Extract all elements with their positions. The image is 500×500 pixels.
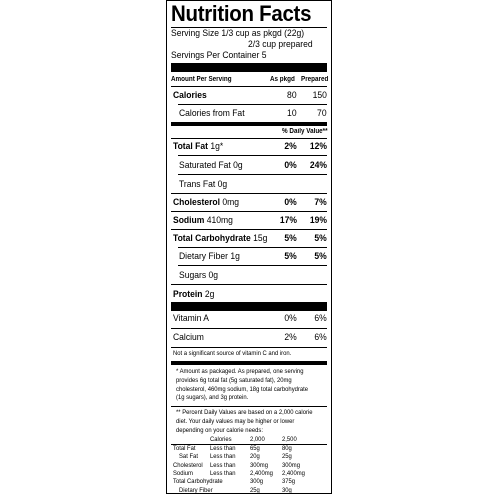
dv-table-cell: 25g xyxy=(282,453,292,461)
nutrient-rule xyxy=(178,247,327,248)
dv-table-cell: 25g xyxy=(250,486,260,494)
thick-rule-1 xyxy=(171,63,327,72)
vitamin-prepared: 6% xyxy=(314,313,327,324)
nutrient-pkgd-dv: 0% xyxy=(284,197,297,208)
calories-prepared: 150 xyxy=(312,90,327,101)
nutrient-prepared-dv: 24% xyxy=(309,160,327,171)
nutrient-label: Sugars 0g xyxy=(179,270,218,281)
footnote-amount-line: (1g sugars), and 3g protein. xyxy=(176,394,249,402)
nutrient-rule xyxy=(178,265,327,266)
footnote-dv-line: ** Percent Daily Values are based on a 2,000 calorie xyxy=(176,409,313,416)
prepared-header: Prepared xyxy=(301,76,329,83)
nutrient-label: Total Carbohydrate 15g xyxy=(173,233,268,244)
calories-label: Calories xyxy=(173,90,207,101)
dv-table-header-cell: Calories xyxy=(210,436,232,443)
nutrient-rule xyxy=(171,284,327,285)
nutrient-rule xyxy=(171,193,327,194)
dv-table-cell: 375g xyxy=(282,478,296,486)
dv-table-cell: 20g xyxy=(250,453,260,461)
footnote-dv-line: depending on your calorie needs: xyxy=(176,426,263,434)
rule-calories xyxy=(178,104,327,105)
nutrient-label: Protein 2g xyxy=(173,289,215,300)
vitamin-pkgd: 0% xyxy=(284,313,297,324)
dv-table-cell: 65g xyxy=(250,445,260,452)
vitamin-label: Vitamin A xyxy=(173,313,209,324)
nutrient-label: Dietary Fiber 1g xyxy=(179,251,240,262)
vitamin-prepared: 6% xyxy=(314,332,327,343)
calories-pkgd: 80 xyxy=(287,90,297,101)
rule-header xyxy=(171,86,327,87)
servings-per-container: Servings Per Container 5 xyxy=(171,50,267,61)
nutrient-label: Saturated Fat 0g xyxy=(179,160,243,171)
dv-table-cell: 300g xyxy=(250,478,264,486)
vitamin-pkgd: 2% xyxy=(284,332,297,343)
nutrient-prepared-dv: 5% xyxy=(314,233,327,244)
dv-table-cell: Cholesterol xyxy=(173,461,203,469)
nutrient-rule xyxy=(171,211,327,212)
dv-table-cell: Less than xyxy=(210,461,236,469)
dv-table-cell: Less than xyxy=(210,445,236,452)
dv-table-cell: 2,400mg xyxy=(250,469,273,477)
rule-dv xyxy=(171,138,327,139)
nutrient-label: Trans Fat 0g xyxy=(179,179,228,190)
nutrient-prepared-dv: 7% xyxy=(314,197,327,208)
footnote-amount-line: provides 6g total fat (5g saturated fat), 20mg xyxy=(176,376,292,384)
dv-table-cell: 300mg xyxy=(250,461,268,469)
thick-rule-3 xyxy=(171,302,327,311)
nutrient-rule xyxy=(178,174,327,175)
thick-rule-4 xyxy=(171,361,327,365)
dv-table-cell: 80g xyxy=(282,445,292,452)
vitamin-label: Calcium xyxy=(173,332,204,343)
as-pkgd-header: As pkgd xyxy=(270,76,295,83)
dv-table-cell: Total Carbohydrate xyxy=(173,478,223,486)
nutrient-label: Cholesterol 0mg xyxy=(173,197,240,208)
dv-table-cell: 300mg xyxy=(282,461,300,469)
dv-table-cell: 2,400mg xyxy=(282,469,305,477)
nutrient-prepared-dv: 19% xyxy=(309,215,327,226)
dv-table-cell: Less than xyxy=(210,453,236,461)
footnote-dv-line: diet. Your daily values may be higher or lower xyxy=(176,417,295,425)
nutrient-prepared-dv: 5% xyxy=(314,251,327,262)
footnote-amount-line: cholesterol, 460mg sodium, 18g total carbohydrate xyxy=(176,385,309,393)
nutrient-prepared-dv: 12% xyxy=(309,141,327,152)
dv-table-cell: 30g xyxy=(282,486,292,494)
calories-from-fat-pkgd: 10 xyxy=(287,108,297,119)
nutrient-pkgd-dv: 5% xyxy=(284,233,297,244)
nutrient-label: Total Fat 1g* xyxy=(173,141,224,152)
nutrient-rule xyxy=(171,229,327,230)
not-significant-note: Not a significant source of vitamin C and iron. xyxy=(173,350,292,357)
dv-table-cell: Sodium xyxy=(173,469,193,477)
dv-table-cell: Less than xyxy=(210,469,236,477)
calories-from-fat-label: Calories from Fat xyxy=(179,108,245,119)
footnote-rule xyxy=(171,406,327,407)
nutrient-pkgd-dv: 2% xyxy=(284,141,297,152)
footnote-amount-line: * Amount as packaged. As prepared, one serving xyxy=(176,368,304,375)
serving-prepared: 2/3 cup prepared xyxy=(248,39,313,50)
vitamin-rule xyxy=(171,328,327,329)
dv-table-cell: Sat Fat xyxy=(179,453,198,461)
nutrient-pkgd-dv: 5% xyxy=(284,251,297,262)
label-title: Nutrition Facts xyxy=(171,1,312,26)
dv-table-top-rule xyxy=(171,444,327,445)
calories-from-fat-prepared: 70 xyxy=(317,108,327,119)
vitamin-rule xyxy=(171,347,327,348)
amount-per-serving-header: Amount Per Serving xyxy=(171,76,232,83)
thick-rule-2 xyxy=(171,122,327,126)
nutrient-pkgd-dv: 17% xyxy=(279,215,297,226)
dv-table-header-cell: 2,500 xyxy=(282,436,297,443)
serving-size: Serving Size 1/3 cup as pkgd (22g) xyxy=(171,28,305,39)
dv-table-cell: Total Fat xyxy=(173,445,196,452)
nutrient-rule xyxy=(178,155,327,156)
nutrient-pkgd-dv: 0% xyxy=(284,160,297,171)
nutrient-label: Sodium 410mg xyxy=(173,215,233,226)
daily-value-header: % Daily Value** xyxy=(282,128,328,135)
dv-table-cell: Dietary Fiber xyxy=(179,486,213,494)
dv-table-header-cell: 2,000 xyxy=(250,436,265,443)
